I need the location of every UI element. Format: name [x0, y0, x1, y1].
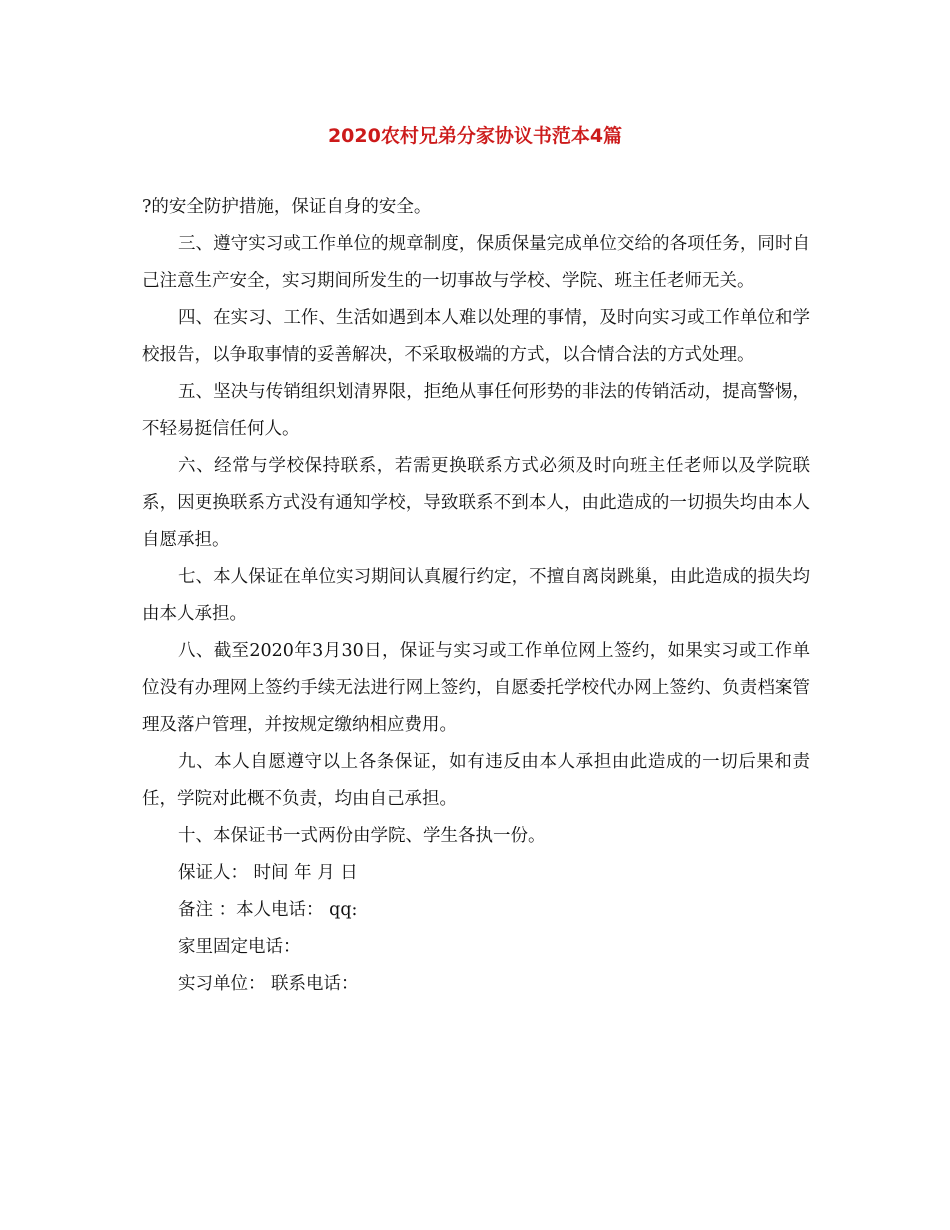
- document-body: [142, 189, 810, 1003]
- internship-unit-line: 实习单位： 联系电话：: [178, 974, 359, 994]
- paragraph-item-7: 七、本人保证在单位实习期间认真履行约定，不擅自离岗跳巢，由此造成的损失均由本人承担。: [142, 567, 810, 624]
- paragraph-item-3: 三、遵守实习或工作单位的规章制度，保质保量完成单位交给的各项任务，同时自己注意生产安全，实习期间所发生的一切事故与学校、学院、班主任老师无关。: [142, 234, 810, 291]
- note-line: 备注 ：本人电话： qq:: [178, 900, 358, 920]
- paragraph-item-4: 四、在实习、工作、生活如遇到本人难以处理的事情，及时向实习或工作单位和学校报告，以争取事情的妥善解决，不采取极端的方式，以合情合法的方式处理。: [142, 308, 810, 365]
- paragraph-continuation: ?的安全防护措施，保证自身的安全。: [142, 197, 432, 217]
- guarantor-line: 保证人： 时间 年 月 日: [178, 863, 358, 883]
- paragraph-item-6: 六、经常与学校保持联系，若需更换联系方式必须及时向班主任老师以及学院联系，因更换联系方式没有通知学校，导致联系不到本人，由此造成的一切损失均由本人自愿承担。: [142, 456, 810, 550]
- paragraph-item-9: 九、本人自愿遵守以上各条保证，如有违反由本人承担由此造成的一切后果和责任，学院对此概不负责，均由自己承担。: [142, 752, 810, 809]
- document-title: 2020农村兄弟分家协议书范本4篇: [327, 125, 623, 147]
- paragraph-item-8: 八、截至2020年3月30日，保证与实习或工作单位网上签约，如果实习或工作单位没有办理网上签约手续无法进行网上签约，自愿委托学校代办网上签约、负责档案管理及落户管理，并按规定缴纳相应费用。: [142, 641, 810, 735]
- paragraph-item-5: 五、坚决与传销组织划清界限，拒绝从事任何形势的非法的传销活动，提高警惕，不轻易挺信任何人。: [142, 382, 810, 439]
- home-phone-line: 家里固定电话：: [178, 937, 301, 957]
- paragraph-item-10: 十、本保证书一式两份由学院、学生各执一份。: [178, 826, 546, 846]
